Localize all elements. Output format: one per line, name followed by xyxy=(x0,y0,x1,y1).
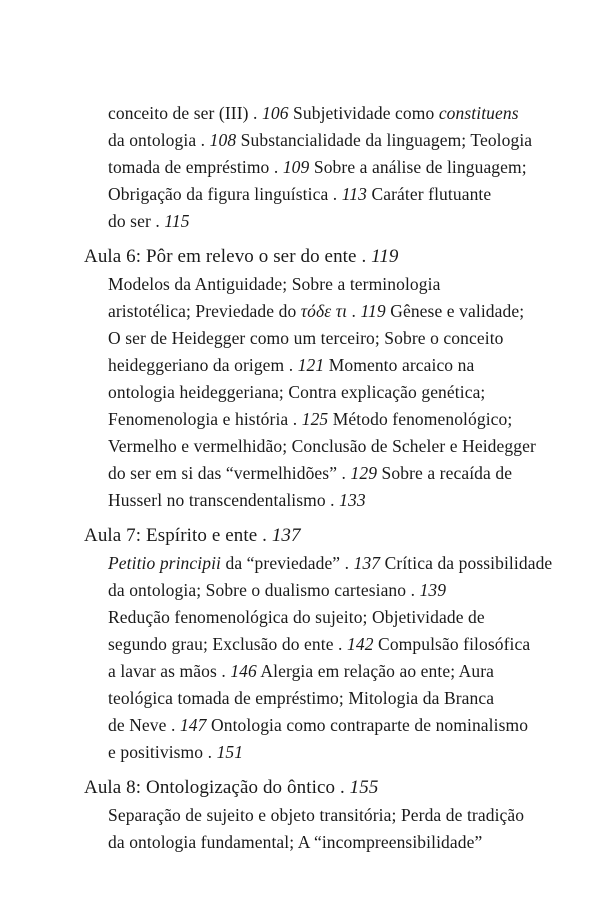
text: Gênese e validade; xyxy=(385,301,525,321)
toc-line xyxy=(108,272,440,296)
lecture-heading xyxy=(84,776,378,800)
text: Crítica da possibilidade xyxy=(380,553,553,573)
text: ontologia heideggeriana; Contra explicação genética; xyxy=(108,382,486,402)
text: Sobre a análise de linguagem; xyxy=(309,157,527,177)
toc-line xyxy=(108,605,485,629)
toc-line xyxy=(108,461,512,485)
text: Obrigação da figura linguística . xyxy=(108,184,342,204)
toc-line xyxy=(108,155,527,179)
heading-text: Aula 8: Ontologização do ôntico . xyxy=(84,777,350,798)
text: Substancialidade da linguagem; Teologia xyxy=(236,130,533,150)
page-number: 119 xyxy=(371,246,399,267)
text: Compulsão filosófica xyxy=(373,634,531,654)
text: heideggeriano da origem . xyxy=(108,355,298,375)
toc-line xyxy=(108,299,524,323)
greek-term: τόδε τι xyxy=(300,301,348,321)
toc-line xyxy=(108,632,530,656)
toc-line xyxy=(108,407,512,431)
page-number: 129 xyxy=(350,463,378,483)
toc-line xyxy=(108,488,366,512)
text: conceito de ser (III) . xyxy=(108,103,262,123)
heading-text: Aula 7: Espírito e ente . xyxy=(84,525,272,546)
toc-line xyxy=(108,434,536,458)
page-number: 113 xyxy=(341,184,368,204)
text: a lavar as mãos . xyxy=(108,661,231,681)
toc-line xyxy=(108,353,474,377)
page-number: 119 xyxy=(360,301,386,321)
text: Subjetividade como xyxy=(288,103,439,123)
text: O ser de Heidegger como um terceiro; Sobre o conceito xyxy=(108,328,504,348)
text: Modelos da Antiguidade; Sobre a terminologia xyxy=(108,274,441,294)
text: aristotélica; Previedade do xyxy=(108,301,301,321)
text: Husserl no transcendentalismo . xyxy=(108,490,340,510)
latin-term: Petitio principii xyxy=(108,553,222,573)
toc-line xyxy=(108,380,485,404)
text: do ser em si das “vermelhidões” . xyxy=(108,463,351,483)
toc-line xyxy=(108,551,552,575)
text: da ontologia; Sobre o dualismo cartesiano . xyxy=(108,580,420,600)
text: Método fenomenológico; xyxy=(328,409,513,429)
text: Momento arcaico na xyxy=(324,355,475,375)
page-number: 146 xyxy=(230,661,257,681)
text: Ontologia como contraparte de nominalismo xyxy=(206,715,529,735)
toc-line xyxy=(108,101,519,125)
toc-line xyxy=(108,740,243,764)
page-number: 133 xyxy=(339,490,366,510)
toc-line xyxy=(108,326,504,350)
toc-line xyxy=(108,659,494,683)
text: Sobre a recaída de xyxy=(377,463,513,483)
toc-line xyxy=(108,128,532,152)
text: Redução fenomenológica do sujeito; Objetividade de xyxy=(108,607,485,627)
lecture-heading xyxy=(84,245,399,269)
text: teológica tomada de empréstimo; Mitologia da Branca xyxy=(108,688,495,708)
toc-line xyxy=(108,803,524,827)
text: Fenomenologia e história . xyxy=(108,409,302,429)
page-number: 125 xyxy=(301,409,329,429)
text: da “previedade” . xyxy=(221,553,354,573)
page-number: 142 xyxy=(347,634,374,654)
toc-line xyxy=(108,830,482,854)
toc-line xyxy=(108,182,491,206)
text: Alergia em relação ao ente; Aura xyxy=(256,661,495,681)
page-number: 137 xyxy=(271,525,301,546)
heading-text: Aula 6: Pôr em relevo o ser do ente . xyxy=(84,246,372,267)
text: da ontologia fundamental; A “incompreensibilidade” xyxy=(108,832,483,852)
text: . xyxy=(347,301,361,321)
text: tomada de empréstimo . xyxy=(108,157,283,177)
toc-line xyxy=(108,686,494,710)
page-number: 147 xyxy=(179,715,207,735)
lecture-heading xyxy=(84,524,301,548)
text: do ser . xyxy=(108,211,165,231)
latin-term: constituens xyxy=(438,103,519,123)
text: Caráter flutuante xyxy=(367,184,492,204)
text: de Neve . xyxy=(108,715,180,735)
page-number: 151 xyxy=(216,742,244,762)
page-number: 137 xyxy=(353,553,381,573)
text: Separação de sujeito e objeto transitória; Perda de tradição xyxy=(108,805,525,825)
page-number: 108 xyxy=(209,130,237,150)
text: segundo grau; Exclusão do ente . xyxy=(108,634,348,654)
page-number: 115 xyxy=(164,211,190,231)
page-number: 121 xyxy=(297,355,325,375)
text: e positivismo . xyxy=(108,742,217,762)
text: Vermelho e vermelhidão; Conclusão de Scheler e Heidegger xyxy=(108,436,536,456)
page-number: 155 xyxy=(349,777,379,798)
page-number: 139 xyxy=(419,580,447,600)
toc-line xyxy=(108,578,446,602)
text: da ontologia . xyxy=(108,130,210,150)
page-number: 106 xyxy=(262,103,289,123)
toc-line xyxy=(108,713,528,737)
toc-line xyxy=(108,209,190,233)
page-number: 109 xyxy=(282,157,310,177)
